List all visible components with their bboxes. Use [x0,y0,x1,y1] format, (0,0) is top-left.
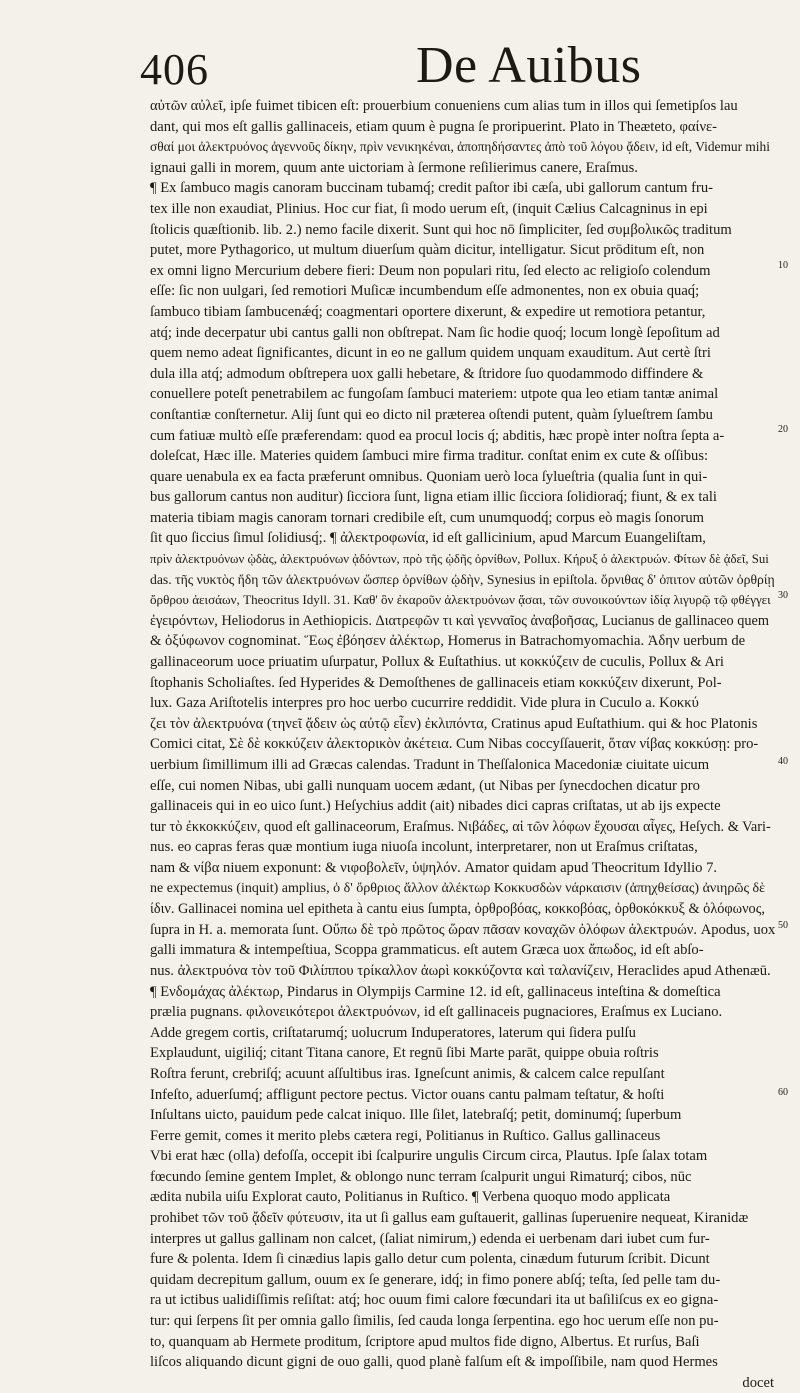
text-line: conſtantiæ conſternetur. Alij ſunt qui eo dicto nil præterea oſtendi putent, quàm ſylueſtrem ſambu [150,406,713,423]
text-line: ὄρθρου ἀεισάων, Theocritus Idyll. 31. Καθ' ὃν ἐκαροῦν ἀλεκτρυόνων ᾄσαι, τῶν συνοικούντων ἰδίᾳ λιγυρῷ τῷ φθέγγει [150,592,771,608]
text-line: das. τῆς νυκτὸς ἤδη τῶν ἀλεκτρυόνων ὥσπερ ὀρνίθων ᾠδὴν, Synesius in epiſtola. ὄρνιθας δ' ὀπιτον αὐτῶν ὀρθρίῃ [150,571,775,587]
text-line: gallinaceorum uoce priuatim uſurpatur, Pollux & Euſtathius. ut κοκκύζειν de cuculis, Pollux & Ari [150,654,724,671]
text-line: Comici citat, Σὲ δὲ κοκκύζειν ἀλεκτορικὸν ἀκέτεια. Cum Nibas coccyſſauerit, ὅταν νίβας κοκκύσῃ: pro- [150,736,759,753]
text-line: ¶ Ex ſambuco magis canoram buccinam tubamq́; credit paſtor ibi cæſa, ubi gallorum cantum fru- [150,180,714,197]
text-line: interpres ut gallus gallinam non calcet, (ſaliat nimirum,) edenda ei uerbenam dari iubet cum fur- [150,1230,710,1247]
text-line: & ὀξύφωνον cognominat. Ἕως ἐβόησεν ἀλέκτωρ, Homerus in Batrachomyomachia. Ἀδην uerbum de [150,633,746,650]
text-line: Vbi erat hæc (olla) defoſſa, occepit ibi ſcalpurire ungulis Circum circa, Plautus. Ipſe ſalax totam [150,1148,708,1165]
text-line: eſſe: ſic non uulgari, ſed remotiori Muſicæ incumbendum eſſe admonentes, non ex obuia quaq́; [150,283,700,300]
text-line: prohibet τῶν τοῦ ᾄδεῖν φύτευσιν, ita ut ſi gallus eam guſtauerit, gallinas ſuperuenire nequeat, Kiranidæ [150,1210,749,1227]
text-line: to, quanquam ab Hermete proditum, ſcriptore apud multos fide digno, Albertus. Et rurſus, Baſi [150,1333,700,1350]
text-line: atq́; inde decerpatur ubi cantus galli non obſtrepat. Nam ſic hodie quoq́; locum longè ſepoſitum ad [150,324,720,341]
text-line: cum fatiuæ multò eſſe præferendam: quod ea procul locis q́; abditis, hæc propè inter noſtra ſepta a- [150,427,725,444]
text-line: ζει τὸν ἀλεκτρυόνα (τηνεῖ ᾄδειν ὡς αὐτῷ εἶεν) ἐκλιπόντα, Cratinus apud Euſtathium. qui & hoc Platonis [150,715,758,732]
page-header [138,37,778,100]
text-line: lux. Gaza Ariſtotelis interpres pro hoc uerbo cucurrire reddidit. Vide plura in Cuculo a. Κοκκύ [150,695,699,712]
text-line: gallinaceis qui in eo uico ſunt.) Heſychius addit (ait) nibades dici capras criſtatas, ut ab ijs expecte [150,798,721,815]
text-line: ſtolicis quæſtionib. lib. 2.) nemo facile dixerit. Sunt qui hoc nō ſimpliciter, ſed συμβολικῶς traditum [150,221,732,238]
text-line: Ferre gemit, comes it merito plebs cætera regi, Politianus in Ruſtico. Gallus gallinaceus [150,1127,661,1144]
margin-line-number: 40 [778,756,788,767]
text-line: docet [742,1374,774,1391]
text-line: Adde gregem cortis, criſtatarumq́; uolucrum Induperatores, laterum qui ſidera pulſu [150,1024,636,1041]
text-line: ex omni ligno Mercurium debere fieri: Deum non populari ritu, ſed electo ac religioſo colendum [150,262,711,279]
text-line: nam & νίβα niuem exponunt: & νιφοβολεῖν, ὑψηλόν. Amator quidam apud Theocritum Idyllio 7. [150,859,718,876]
margin-line-number: 50 [778,920,788,931]
text-line: ίδιν. Gallinacei nomina uel epitheta à cantu eius ſumpta, ὀρθροβόας, κοκκοβόας, ὀρθοκόκκυξ & ὀλόφωνος, [150,901,765,918]
text-line: fœcundo ſemine gentem Implet, & oblongo nunc terram ſcalpurit ungui Rimaturq́; cibos, nūc [150,1168,692,1185]
text-line: ſambuco tibiam ſambucenǽq́; coagmentari oportere dixerunt, & expedire ut remotiora petantur, [150,303,706,320]
text-line: liſcos aliquando dicunt gigni de ouo galli, quod planè falſum eſt & impoſſibile, nam quod Hermes [150,1354,718,1371]
text-line: galli immatura & intempeſtiua, Scoppa grammaticus. eſt autem Græca uox ἄπωδος, id eſt abſo- [150,942,704,959]
text-line: dant, qui mos eſt gallis gallinaceis, etiam quum è pugna ſe proripuerint. Plato in Theæteto, φαίνε- [150,118,718,135]
margin-line-number: 30 [778,590,788,601]
text-line: conuellere poteſt penetrabilem ac fungoſam ſambuci materiem: utpote qua leo etiam tantæ animal [150,386,719,403]
text-line: πρὶν ἀλεκτρυόνων ᾠδὰς, ἀλεκτρυόνων ᾀδόντων, πρὸ τῆς ᾠδῆς ὀρνίθων, Pollux. Κήρυξ ὁ ἀλεκτρυών. Φίτων δὲ ᾀδεῖ, Sui [150,552,769,567]
text-line: nus. ἀλεκτρυόνα τὸν τοῦ Φιλίππου τρίκαλλον ἀωρὶ κοκκύζοντα καὶ ταλανίζειν, Heraclides apud Athenæū. [150,962,771,979]
text-line: ſit quo ſiccius ſimul ſolidiusq́;. ¶ ἀλεκτροφωνία, id eſt gallicinium, apud Marcum Euangeliſtam, [150,530,706,547]
text-line: ſupra in H. a. memorata ſunt. Οὔπω δὲ τρὸ πρῶτος ὥραν πᾶσαν κοναχῶν ὀλόφων ἀλεκτρυών. Apodus, uox [150,921,776,938]
text-line: ſtophanis Scholiaſtes. ſed Hyperides & Demoſthenes de gallinaceis etiam κοκκύζειν dixerunt, Pol- [150,674,722,691]
text-line: Explaudunt, uigiliq́; citant Titana canore, Et regnū ſibi Marte parāt, quippe obuia roſtris [150,1045,659,1062]
page-number: 406 [140,45,209,94]
text-line: ædita nubila uiſu Explorat cauto, Politianus in Ruſtico. ¶ Verbena quoquo modo applicata [150,1189,671,1206]
text-line: fure & polenta. Idem ſi cinædius lapis gallo detur cum polenta, cinædum futurum ſcribit. Dicunt [150,1251,710,1268]
text-line: prælia pugnans. φιλονεικότεροι ἀλεκτρυόνων, id eſt gallinaceis pugnaciores, Eraſmus ex Luciano. [150,1004,723,1021]
text-line: quare uenabula ex ea facta præferunt omnibus. Quoniam uerò loca ſylueſtria (qualia ſunt in qui- [150,468,708,485]
text-line: tur τὸ ἐκκοκκύζειν, quod eſt gallinaceorum, Eraſmus. Νιβάδες, αἱ τῶν λόφων ἔχουσαι αἶγες, Heſych. & Vari- [150,818,771,835]
text-line: quem nemo adeat ſignificantes, dicunt in eo ne gallum quidem unquam exauditum. Aut certè ſtri [150,345,711,362]
running-head: De Auibus [416,37,642,94]
text-line: uerbium ſimillimum illi ad Græcas calendas. Tradunt in Theſſalonica Macedoniæ ciuitate uicum [150,757,710,773]
text-line: σθαί μοι ἀλεκτρυόνος ἀγεννοῦς δίκην, πρὶν νενικηκέναι, ἀποπηδήσαντες ἀπὸ τοῦ λόγου ᾄδειν, id eſt, Videmur mihi [150,139,770,155]
text-line: tex ille non exaudiat, Plinius. Hoc cur fiat, ſi modo uerum eſt, (inquit Cælius Calcagninus in epi [150,200,708,217]
text-line: ἐγειρόντων, Heliodorus in Aethiopicis. Διατρεφῶν τι καὶ γενναῖος ἀναβοῆσας, Lucianus de gallinaceo quem [150,612,769,629]
text-line: ignaui galli in morem, quum ante uictoriam à ſermone reſilierimus canere, Eraſmus. [150,159,638,176]
text-line: Inſultans uicto, pauidum pede calcat iniquo. Ille ſilet, latebraſq́; petit, dominumq́; ſuperbum [150,1107,682,1124]
text-line: quidam decrepitum gallum, ouum ex ſe generare, idq́; in fimo ponere abſq́; teſta, ſed pelle tam du- [150,1271,721,1288]
margin-line-number: 20 [778,424,788,435]
body-text [150,96,776,1393]
text-line: nus. eo capras feras quæ montium iuga niuoſa incolunt, interpretarer, non ut Eraſmus criſtatas, [150,839,698,856]
text-line: Infeſto, aduerſumq́; affligunt pectore pectus. Victor ouans cantu palmam teſtatur, & hoſti [150,1086,665,1103]
text-line: ¶ Ενδομάχας ἀλέκτωρ, Pindarus in Olympijs Carmine 12. id eſt, gallinaceus inteſtina & domeſtica [150,983,721,1000]
text-line: ne expectemus (inquit) amplius, ὁ δ' ὄρθριος ἄλλον ἀλέκτωρ Κοκκυσδὼν νάρκαισιν (ἀπηχθείσας) ἀνιηρῶς δὲ [150,880,766,896]
margin-line-number: 60 [778,1087,788,1098]
text-line: materia tibiam magis canoram tornari credibile eſt, cum unumquodq́; corpus eò magis ſonorum [150,509,705,526]
text-line: doleſcat, Hæc ille. Materies quidem ſambuci mire firma traditur. conſtat enim ex cute & oſſibus: [150,448,709,465]
text-line: αὐτῶν αὐλεῖ, ipſe fuimet tibicen eſt: prouerbium conueniens cum alias tum in illos qui ſemetipſos lau [150,98,738,114]
text-line: tur: qui ſerpens ſit per omnia gallo ſimilis, ſed cauda longa ſerpentina. ego hoc uerum eſſe non pu- [150,1313,719,1330]
text-line: putet, more Pythagorico, ut multum diuerſum quàm dicitur, intelligatur. Sicut prōditum eſt, non [150,242,705,259]
text-line: eſſe, cui nomen Nibas, ubi galli nunquam uocem ædant, (ut Nibas per ſynecdochen dicatur pro [150,777,700,794]
text-line: dula illa atq́; admodum obſtrepera uox galli hebetare, & ſtridore ſuo quodammodo diffindere & [150,365,704,382]
text-line: ra ut ictibus ualidiſſimis reſiſtat: atq́; hoc ouum fimi calore fœcundari ita ut baſiliſcus ex eo gigna- [150,1292,719,1309]
text-line: bus gallorum cantus non auditur) ſicciora ſunt, ligna etiam illic ſicciora ſolidioraq́; fiunt, & ex tali [150,489,717,506]
text-line: Roſtra ferunt, crebriſq́; acuunt aſſultibus iras. Igneſcunt animis, & calcem calce repulſant [150,1065,665,1082]
margin-line-number: 10 [778,260,788,271]
